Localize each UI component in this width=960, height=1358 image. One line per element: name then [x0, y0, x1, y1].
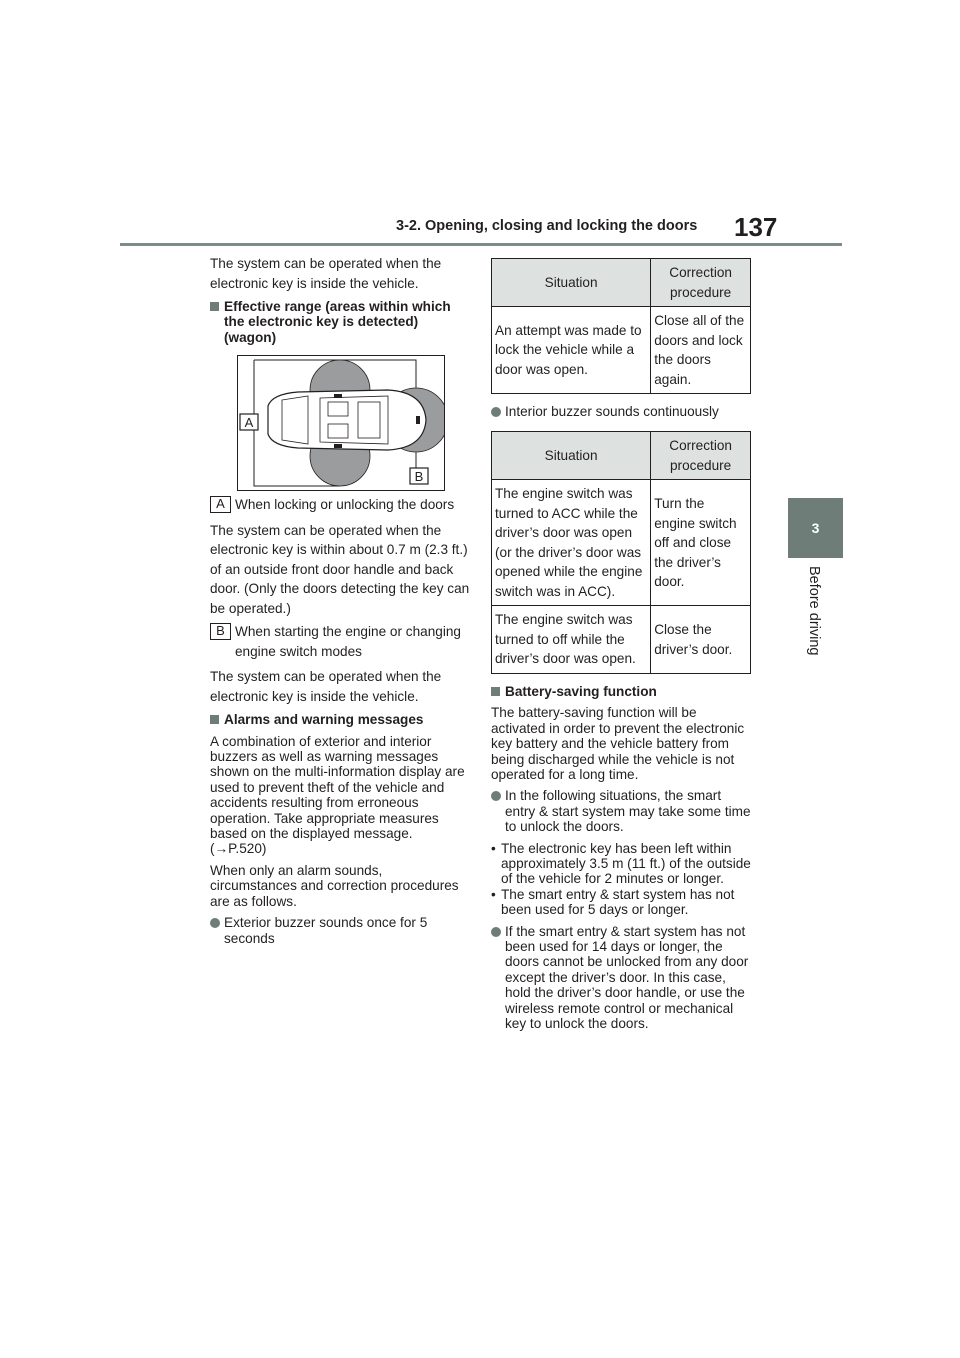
- table-header-cell: Correction procedure: [651, 259, 751, 307]
- square-bullet-icon: [210, 715, 219, 724]
- alarms-heading: Alarms and warning messages: [210, 712, 472, 727]
- dash-bullet-icon: •: [491, 840, 496, 856]
- left-column: [210, 254, 472, 952]
- round-bullet-icon: [491, 791, 501, 801]
- alarms-body: A combination of exterior and interior buzzers as well as warning messages shown on the multi-information display are used to prevent theft of the vehicle and accidents resulting from erroneous operation. Take appropriate measures based on the displayed message. (→P.520): [210, 733, 465, 857]
- car-range-illustration: [238, 356, 444, 490]
- callout-a-marker: A: [210, 496, 231, 513]
- table-header-row: [492, 432, 751, 480]
- locked-out-item: If the smart entry & start system has not been used for 14 days or longer, the doors cannot be unlocked from any door except the driver’s door. In this case, hold the driver’s door handle, or use the wireless remote control or mechanical key to unlock the doors.: [491, 924, 753, 1032]
- alarms-body-2: When only an alarm sounds, circumstances and correction procedures are as follows.: [210, 862, 459, 909]
- intro-text: The system can be operated when the electronic key is inside the vehicle.: [210, 256, 442, 291]
- callout-b-body: The system can be operated when the electronic key is inside the vehicle.: [210, 669, 442, 704]
- table-row: [492, 606, 751, 674]
- table-header-row: [492, 259, 751, 307]
- round-bullet-icon: [210, 918, 220, 928]
- square-bullet-icon: [491, 687, 500, 696]
- right-column: [491, 258, 753, 1037]
- exterior-buzzer-table: [491, 258, 751, 394]
- chapter-tab[interactable]: 3: [788, 498, 843, 558]
- callout-a-body: The system can be operated when the electronic key is within about 0.7 m (2.3 ft.) of an outside front door handle and back door. (Only the doors detecting the key can be operated.): [210, 522, 470, 616]
- page-number: 137: [734, 212, 778, 242]
- label-a: A: [244, 415, 254, 431]
- round-bullet-icon: [491, 407, 501, 417]
- battery-saving-body: The battery-saving function will be activated in order to prevent the electronic key battery and the vehicle battery from being discharged while the vehicle is not operated for a long time.: [491, 705, 745, 782]
- condition-item: • The electronic key has been left within approximately 3.5 m (11 ft.) of the outside of the vehicle for 2 minutes or longer.: [491, 840, 751, 887]
- table-row: [492, 480, 751, 606]
- exterior-buzzer-item: Exterior buzzer sounds once for 5 seconds: [210, 915, 472, 946]
- table-header-cell: Situation: [492, 259, 651, 307]
- chapter-label: Before driving: [806, 566, 822, 656]
- callout-b-marker: B: [210, 623, 231, 640]
- table-cell: Close all of the doors and lock the doors again.: [651, 307, 751, 394]
- callout-a: A When locking or unlocking the doors: [210, 495, 472, 515]
- interior-buzzer-table: [491, 431, 751, 674]
- callout-b: B When starting the engine or changing engine switch modes: [210, 622, 472, 661]
- table-cell: An attempt was made to lock the vehicle while a door was open.: [492, 307, 651, 394]
- table-cell: Turn the engine switch off and close the driver’s door.: [651, 480, 751, 606]
- square-bullet-icon: [210, 302, 219, 311]
- interior-buzzer-item: Interior buzzer sounds continuously: [491, 404, 753, 419]
- slow-unlock-item: In the following situations, the smart entry & start system may take some time to unlock the doors.: [491, 788, 753, 834]
- table-cell: The engine switch was turned to off while the driver’s door was open.: [492, 606, 651, 674]
- effective-range-diagram: [237, 355, 445, 491]
- table-cell: Close the driver’s door.: [651, 606, 751, 674]
- dash-bullet-icon: •: [491, 886, 496, 902]
- table-header-cell: Correction procedure: [651, 432, 751, 480]
- condition-item: • The smart entry & start system has not been used for 5 days or longer.: [491, 886, 735, 918]
- table-cell: The engine switch was turned to ACC while the driver’s door was open (or the driver’s door was opened while the engine switch was in ACC).: [492, 480, 651, 606]
- section-title: 3-2. Opening, closing and locking the doors: [396, 218, 698, 234]
- battery-saving-heading: Battery-saving function: [491, 684, 753, 699]
- table-header-cell: Situation: [492, 432, 651, 480]
- round-bullet-icon: [491, 927, 501, 937]
- table-row: [492, 307, 751, 394]
- header-divider: [120, 243, 842, 246]
- label-b: B: [414, 469, 424, 485]
- effective-range-heading: Effective range (areas within which the electronic key is detected) (wagon): [210, 299, 472, 345]
